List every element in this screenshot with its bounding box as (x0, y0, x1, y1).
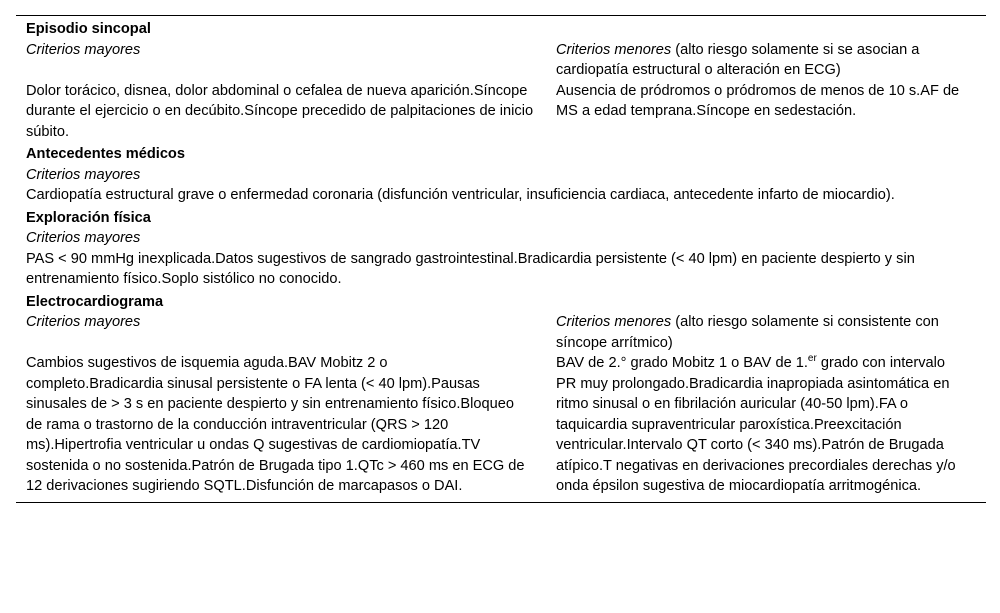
ecg-menores-text-b: grado con intervalo PR muy prolongado.Bradicardia inapropiada asintomática en ritmo sinusal o en fibrilación auricular (40-50 lpm).FA o taquicardia supraventricular paroxística.Preexcitación ventricular.Intervalo QT corto (< 340 ms).Patrón de Brugada atípico.T negativas en derivaciones precordiales derechas y/o onda épsilon sugestiva de miocardiopatía arritmogénica. (556, 355, 956, 494)
exploracion-mayores-text: PAS < 90 mmHg inexplicada.Datos sugestivos de sangrado gastrointestinal.Bradicardia persistente (< 40 lpm) en paciente despierto y sin entrenamiento físico.Soplo sistólico no conocido. (26, 250, 915, 287)
antecedentes-mayores-text: Cardiopatía estructural grave o enfermedad coronaria (disfunción ventricular, insuficiencia cardiaca, antecedente infarto de miocardio). (26, 187, 895, 203)
antecedentes-mayores-label: Criterios mayores (26, 166, 141, 183)
ecg-mayores-column (26, 312, 556, 497)
episodio-mayores-label: Criterios mayores (26, 41, 141, 58)
episodio-mayores-text: Dolor torácico, disnea, dolor abdominal o cefalea de nueva aparición.Síncope durante el ejercicio o en decúbito.Síncope precedido de palpitaciones de inicio súbito. (26, 82, 534, 140)
ecg-menores-label: Criterios menores (556, 314, 672, 330)
ecg-criteria-row (16, 312, 986, 497)
exploracion-mayores-label: Criterios mayores (26, 230, 141, 246)
episodio-menores-label: Criterios menores (556, 41, 672, 58)
section-title-episodio: Episodio sincopal (26, 21, 151, 37)
section-title-exploracion: Exploración física (26, 209, 151, 226)
ecg-menores-text (556, 353, 966, 497)
ecg-mayores-text: Cambios sugestivos de isquemia aguda.BAV Mobitz 2 o completo.Bradicardia sinusal persistente o FA lenta (< 40 lpm).Pausas sinusales de > 3 s en paciente despierto y sin entrenamiento físico.Bloqueo de rama o trastorno de la conducción intraventricular (QRS > 120 ms).Hipertrofia ventricular u ondas Q sugestivas de cardiomiopatía.TV sostenida o no sostenida.Patrón de Brugada tipo 1.QTc > 460 ms en ECG de 12 derivaciones sugiriendo SQTL.Disfunción de marcapasos o DAI. (26, 355, 525, 494)
ecg-menores-column (556, 312, 966, 497)
ecg-menores-superscript: er (807, 353, 817, 365)
section-title-antecedentes: Antecedentes médicos (26, 146, 185, 162)
episodio-menores-column (556, 40, 966, 143)
ecg-menores-heading (556, 312, 966, 353)
episodio-menores-note: (alto riesgo solamente si se asocian a cardiopatía estructural o alteración en ECG) (556, 41, 920, 78)
ecg-menores-text-a: BAV de 2.° grado Mobitz 1 o BAV de 1. (556, 355, 808, 371)
episodio-criteria-row (16, 40, 986, 143)
episodio-menores-text: Ausencia de pródromos o pródromos de menos de 10 s.AF de MS a edad temprana.Síncope en sedestación. (556, 82, 960, 119)
ecg-mayores-label: Criterios mayores (26, 314, 141, 330)
ecg-menores-note: (alto riesgo solamente si consistente con síncope arrítmico) (556, 314, 939, 351)
episodio-menores-heading (556, 40, 966, 81)
risk-criteria-table (16, 15, 986, 503)
section-title-ecg: Electrocardiograma (26, 293, 164, 310)
episodio-mayores-column (26, 40, 556, 143)
